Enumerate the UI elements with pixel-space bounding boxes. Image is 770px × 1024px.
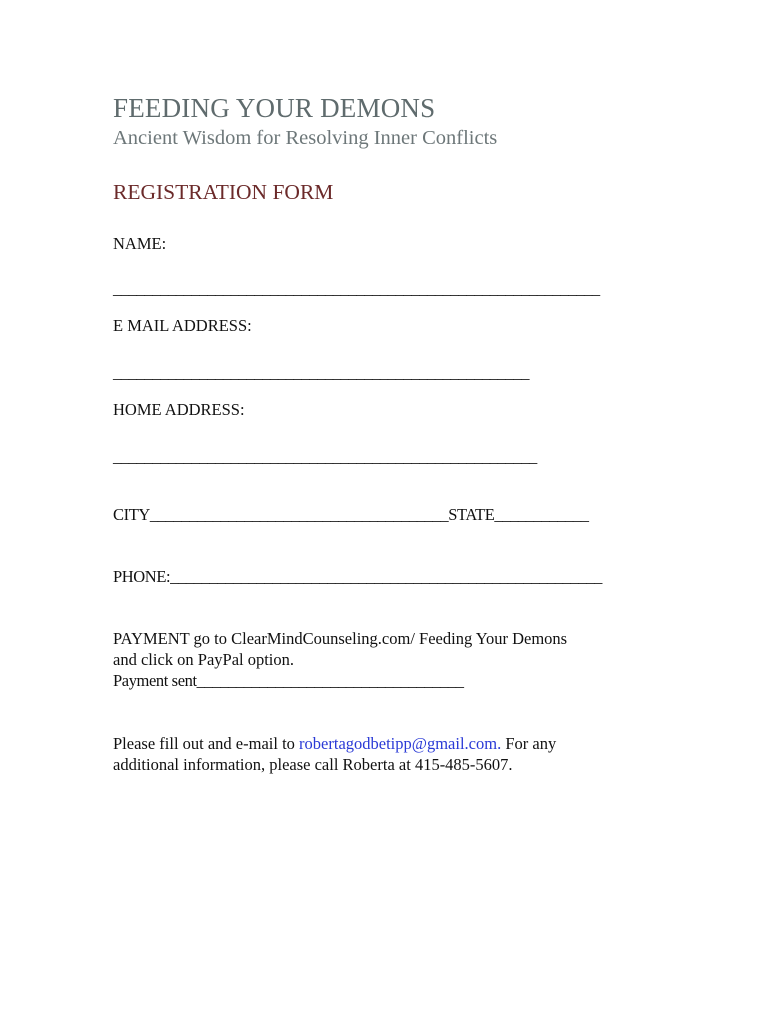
contact-section	[113, 733, 673, 775]
phone-field[interactable]: PHONE:_______________________________________________________	[113, 567, 602, 586]
contact-suffix: For any	[501, 734, 557, 753]
name-field[interactable]: ______________________________________________________________	[113, 279, 600, 298]
contact-line-2: additional information, please call Roberta at 415-485-5607.	[113, 755, 513, 774]
city-state-field[interactable]: CITY______________________________________STATE____________	[113, 505, 589, 524]
form-title: REGISTRATION FORM	[113, 180, 334, 204]
home-address-label: HOME ADDRESS:	[113, 400, 245, 419]
contact-line-1	[113, 733, 673, 754]
home-address-field[interactable]: ______________________________________________________	[113, 447, 537, 466]
payment-sent-field[interactable]: Payment sent__________________________________	[113, 671, 464, 690]
payment-section	[113, 628, 673, 691]
payment-line-2: and click on PayPal option.	[113, 650, 295, 669]
email-field[interactable]: _____________________________________________________	[113, 363, 530, 382]
document-title: FEEDING YOUR DEMONS	[113, 93, 436, 123]
contact-prefix: Please fill out and e-mail to	[113, 734, 300, 753]
email-label: E MAIL ADDRESS:	[113, 316, 252, 335]
document-subtitle: Ancient Wisdom for Resolving Inner Conflicts	[113, 127, 498, 149]
email-link[interactable]: robertagodbetipp@gmail.com.	[299, 734, 502, 753]
payment-line-1: PAYMENT go to ClearMindCounseling.com/ Feeding Your Demons	[113, 629, 568, 648]
name-label: NAME:	[113, 234, 167, 253]
